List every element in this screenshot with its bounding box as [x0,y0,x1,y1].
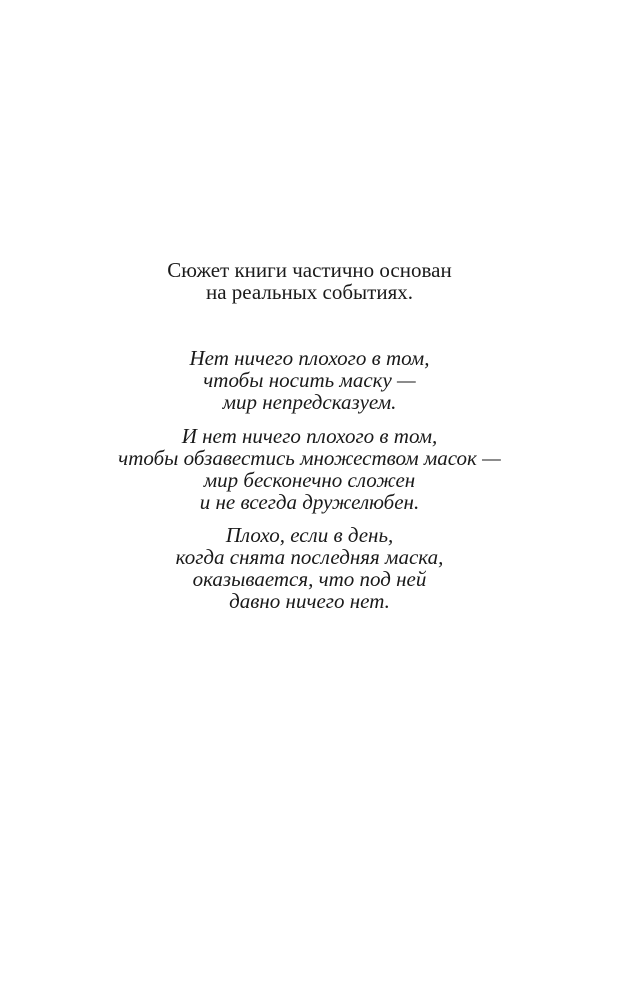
verse-line: когда снята последняя маска, [175,545,444,569]
source-note [0,259,619,303]
verse-line: чтобы носить маску — [203,368,416,392]
verse-line: и не всегда дружелюбен. [199,490,420,514]
verse-line: давно ничего нет. [229,589,390,613]
epigraph-stanza-2 [0,425,619,513]
verse-line: мир бесконечно сложен [203,468,416,492]
verse-line: чтобы обзавестись множеством масок — [118,446,501,470]
note-line: Сюжет книги частично основан [167,258,452,282]
epigraph-stanza-3 [0,524,619,612]
verse-line: мир непредсказуем. [222,390,397,414]
epigraph-stanza-1 [0,347,619,413]
verse-line: Нет ничего плохого в том, [189,346,430,370]
verse-line: оказывается, что под ней [192,567,427,591]
note-line: на реальных событиях. [206,280,413,304]
verse-line: И нет ничего плохого в том, [181,424,438,448]
verse-line: Плохо, если в день, [225,523,394,547]
